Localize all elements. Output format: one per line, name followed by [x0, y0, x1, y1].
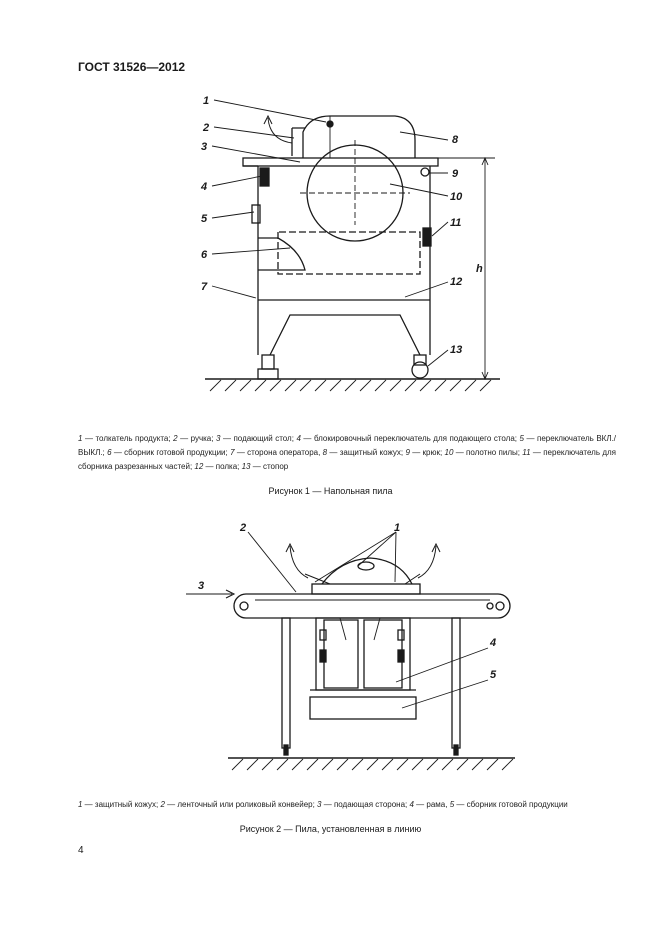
page-number: 4	[78, 845, 84, 856]
fig1-label-6: 6	[201, 249, 208, 261]
fig1-label-2: 2	[203, 122, 210, 134]
fig1-label-11: 11	[450, 217, 462, 229]
figure-2-caption: Рисунок 2 — Пила, установленная в линию	[239, 824, 422, 834]
fig1-label-13: 13	[450, 344, 463, 356]
figure-2-legend: 1 — защитный кожух; 2 — ленточный или роликовый конвейер; 3 — подающая сторона; 4 — рама, 5 — сборник готовой продукции	[78, 800, 568, 809]
fig1-label-4: 4	[201, 181, 208, 193]
document-header: ГОСТ 31526—2012	[78, 60, 186, 74]
fig2-label-4: 4	[490, 637, 497, 649]
fig1-label-8: 8	[452, 134, 459, 146]
figure-1-drawing	[0, 88, 661, 398]
fig2-label-2: 2	[240, 522, 247, 534]
figure-2-drawing	[0, 515, 661, 780]
fig1-label-7: 7	[201, 281, 208, 293]
fig1-label-5: 5	[201, 213, 208, 225]
fig1-label-1: 1	[203, 95, 210, 107]
fig2-label-1: 1	[394, 522, 401, 534]
fig2-label-3: 3	[198, 580, 205, 592]
figure-1-caption: Рисунок 1 — Напольная пила	[268, 486, 393, 496]
fig1-label-9: 9	[452, 168, 459, 180]
fig2-label-5: 5	[490, 669, 497, 681]
fig1-label-10: 10	[450, 191, 463, 203]
figure-1-legend: 1 — толкатель продукта; 2 — ручка; 3 — подающий стол; 4 — блокировочный переключатель для подающего стола; 5 — переключатель ВКЛ./ВЫКЛ.; 6 — сборник готовой продукции; 7 — сторона оператора, 8 — защитный кожух; 9 — крюк; 10 — полотно пилы; 11 — переключатель для сборника разрезанных частей; 12 — полка; 13 — стопор	[78, 434, 617, 471]
fig1-height-mark: h	[476, 263, 483, 275]
fig1-label-3: 3	[201, 141, 208, 153]
fig1-label-12: 12	[450, 276, 463, 288]
